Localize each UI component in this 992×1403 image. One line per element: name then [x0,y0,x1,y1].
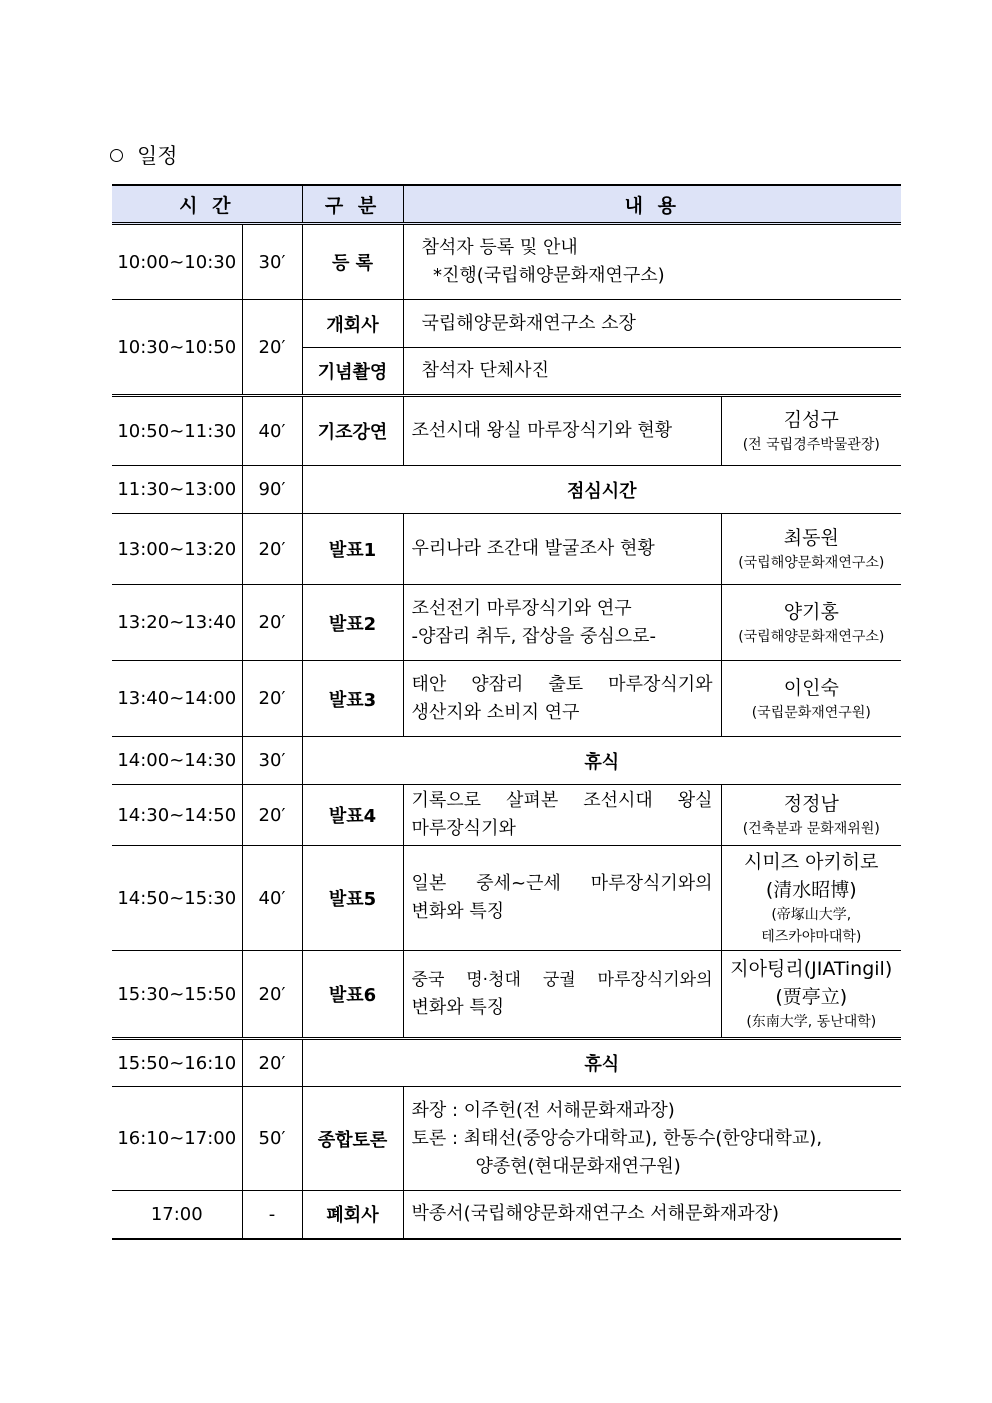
break-cell: 휴식 [302,1039,901,1087]
duration-cell: 20′ [242,951,302,1039]
content-cell [403,396,721,466]
section-heading [110,140,178,170]
table-row [112,396,901,466]
speaker-cell [721,396,901,466]
content-cell [403,585,721,661]
content-line: 변화와 특징 [411,997,505,1018]
speaker-cell [721,514,901,585]
category-cell: 등 록 [302,224,403,300]
speaker-affiliation: (帝塚山大学, [771,907,852,923]
content-line: *진행(국립해양문화재연구소) [421,265,665,286]
time-cell: 13:20~13:40 [112,585,242,661]
content-line: 국립해양문화재연구소 소장 [421,312,636,334]
table-row [112,1087,901,1191]
time-cell: 14:00~14:30 [112,737,242,785]
duration-cell: - [242,1191,302,1239]
speaker-affiliation: (국립문화재연구원) [751,704,871,721]
content-line: 기록으로 살펴본 조선시대 왕실 [411,790,713,811]
category-cell: 발표3 [302,661,403,737]
table-row [112,846,901,951]
content-line: 태안 양잠리 출토 마루장식기와 [411,673,713,695]
content-line: 참석자 등록 및 안내 [421,237,578,258]
speaker-cell [721,846,901,951]
header-category: 구 분 [302,185,403,224]
time-cell: 16:10~17:00 [112,1087,242,1191]
content-line: 변화와 특징 [411,901,505,922]
speaker-name: 지아팅리(JIATingil) [730,958,893,980]
table-header-row [112,185,901,224]
time-cell: 14:30~14:50 [112,785,242,846]
duration-cell: 50′ [242,1087,302,1191]
table-row [112,1191,901,1239]
table-row [112,224,901,300]
break-cell: 점심시간 [302,466,901,514]
content-cell [403,224,901,300]
category-cell: 기조강연 [302,396,403,466]
table-row [112,514,901,585]
table-row [112,585,901,661]
speaker-name-original: (清水昭博) [765,879,857,901]
category-cell: 발표1 [302,514,403,585]
content-cell [403,348,901,396]
table-row [112,1039,901,1087]
speaker-name: 김성구 [783,409,839,431]
speaker-affiliation: (东南大学, 동난대학) [746,1014,877,1030]
header-time: 시 간 [112,185,302,224]
category-cell: 기념촬영 [302,348,403,396]
content-cell [403,514,721,585]
speaker-name: 최동원 [783,527,839,549]
content-line: 박종서(국립해양문화재연구소 서해문화재과장) [411,1203,780,1225]
content-cell [403,846,721,951]
category-cell: 종합토론 [302,1087,403,1191]
duration-cell: 20′ [242,514,302,585]
duration-cell: 40′ [242,396,302,466]
duration-cell: 40′ [242,846,302,951]
content-line: 토론 : 최태선(중앙승가대학교), 한동수(한양대학교), [411,1127,823,1149]
speaker-cell [721,585,901,661]
table-row [112,466,901,514]
content-cell [403,300,901,348]
speaker-name: 정정남 [783,793,839,815]
circle-bullet-icon [110,149,123,162]
time-cell: 15:30~15:50 [112,951,242,1039]
category-cell: 발표6 [302,951,403,1039]
category-cell: 폐회사 [302,1191,403,1239]
category-cell: 발표5 [302,846,403,951]
content-line: 일본 중세~근세 마루장식기와의 [411,873,713,894]
content-line: 참석자 단체사진 [421,360,549,381]
content-line: 양종현(현대문화재연구원) [475,1155,681,1177]
break-cell: 휴식 [302,737,901,785]
time-cell: 10:30~10:50 [112,300,242,396]
content-line: 좌장 : 이주헌(전 서해문화재과장) [411,1099,675,1121]
time-cell: 10:00~10:30 [112,224,242,300]
duration-cell: 30′ [242,224,302,300]
time-cell: 10:50~11:30 [112,396,242,466]
content-cell [403,661,721,737]
duration-cell: 20′ [242,300,302,396]
speaker-affiliation: (국립해양문화재연구소) [738,555,885,571]
speaker-cell [721,661,901,737]
speaker-cell [721,951,901,1039]
table-row [112,300,901,348]
duration-cell: 90′ [242,466,302,514]
category-cell: 발표4 [302,785,403,846]
content-line: -양잠리 취두, 잡상을 중심으로- [411,625,657,647]
speaker-cell [721,785,901,846]
table-row [112,951,901,1039]
content-cell [403,1191,901,1239]
category-cell: 발표2 [302,585,403,661]
table-row [112,737,901,785]
table-row [112,661,901,737]
time-cell: 15:50~16:10 [112,1039,242,1087]
content-line: 마루장식기와 [411,818,516,839]
duration-cell: 30′ [242,737,302,785]
section-title: 일정 [137,144,178,168]
content-line: 조선시대 왕실 마루장식기와 현황 [411,420,673,441]
duration-cell: 20′ [242,785,302,846]
duration-cell: 20′ [242,661,302,737]
content-cell [403,951,721,1039]
time-cell: 13:40~14:00 [112,661,242,737]
duration-cell: 20′ [242,1039,302,1087]
table-row [112,785,901,846]
content-line: 중국 명·청대 궁궐 마루장식기와의 [411,970,713,990]
content-cell [403,785,721,846]
time-cell: 13:00~13:20 [112,514,242,585]
speaker-affiliation: 테즈카야마대학) [761,929,862,945]
speaker-name: 양기홍 [783,600,839,623]
content-line: 조선전기 마루장식기와 연구 [411,597,632,619]
time-cell: 17:00 [112,1191,242,1239]
header-content: 내 용 [403,185,901,224]
category-cell: 개회사 [302,300,403,348]
speaker-affiliation: (국립해양문화재연구소) [738,628,885,645]
time-cell: 11:30~13:00 [112,466,242,514]
duration-cell: 20′ [242,585,302,661]
time-cell: 14:50~15:30 [112,846,242,951]
content-line: 생산지와 소비지 연구 [411,701,580,723]
speaker-name-original: (贾亭立) [775,986,848,1008]
content-cell [403,1087,901,1191]
speaker-affiliation: (건축분과 문화재위원) [742,821,880,837]
schedule-table [112,184,901,1240]
speaker-name: 이인숙 [783,676,839,699]
speaker-name: 시미즈 아키히로 [744,851,879,873]
speaker-affiliation: (전 국립경주박물관장) [742,437,880,453]
content-line: 우리나라 조간대 발굴조사 현황 [411,538,655,559]
